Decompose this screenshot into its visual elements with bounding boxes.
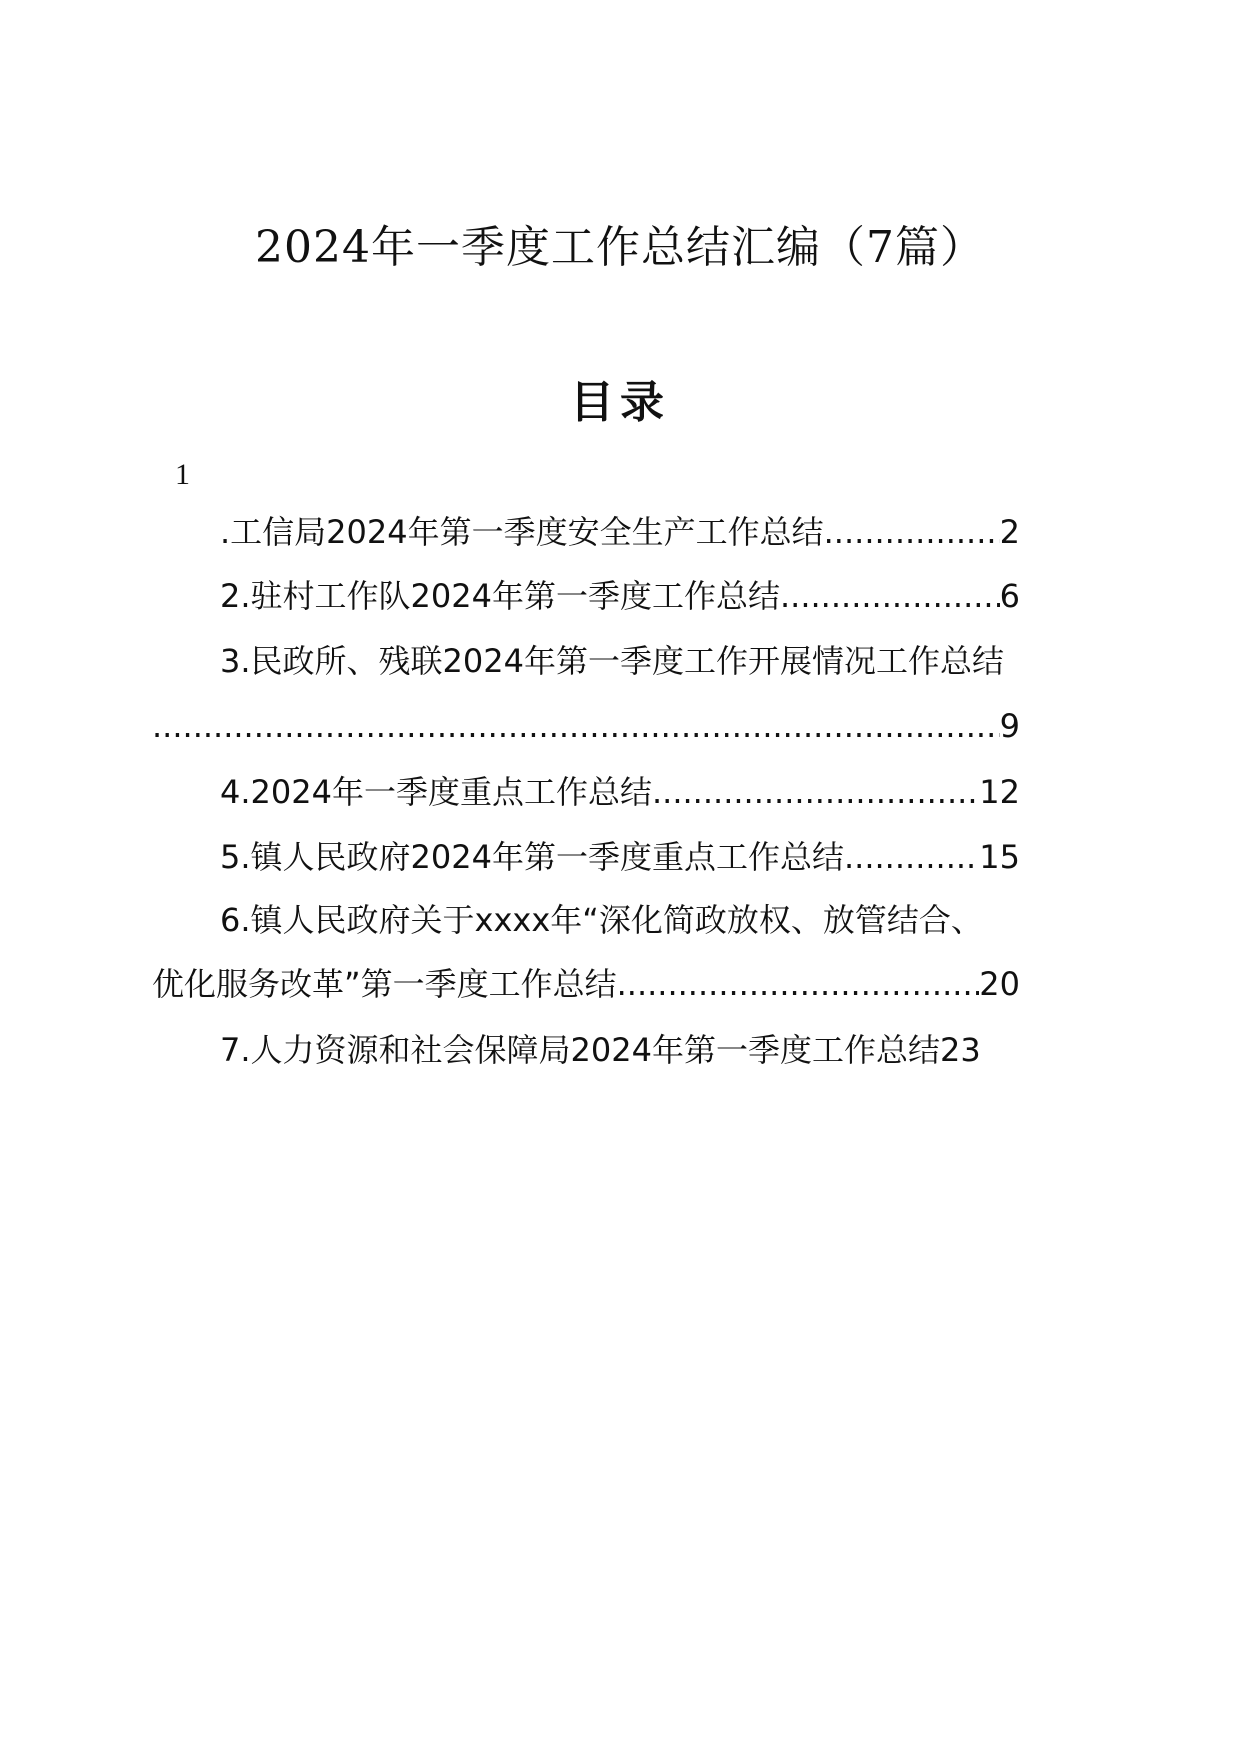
- toc-entry-7[interactable]: [220, 1028, 981, 1072]
- toc-leader-dots: [617, 962, 980, 1006]
- toc-leader-dots: [780, 574, 1000, 618]
- toc-entry-text: 优化服务改革”第一季度工作总结: [152, 965, 617, 1003]
- stray-number: 1: [175, 458, 190, 491]
- toc-entry-text: 2.驻村工作队2024年第一季度工作总结: [220, 577, 780, 615]
- toc-entry-page: 12: [979, 773, 1020, 811]
- toc-entry-5[interactable]: [220, 835, 1020, 879]
- toc-entry-text: 5.镇人民政府2024年第一季度重点工作总结: [220, 838, 844, 876]
- toc-leader-dots: [844, 835, 979, 879]
- toc-entry-text: 3.民政所、残联2024年第一季度工作开展情况工作总结: [220, 642, 1004, 680]
- toc-entry-page: 20: [979, 965, 1020, 1003]
- toc-entry-continuation: [152, 962, 1020, 1006]
- document-title: 2024年一季度工作总结汇编（7篇）: [255, 222, 985, 273]
- toc-entry-1[interactable]: [220, 510, 1020, 554]
- toc-entry-text: 4.2024年一季度重点工作总结: [220, 773, 652, 811]
- toc-leader-dots: [152, 704, 1000, 748]
- toc-entry-text: .工信局2024年第一季度安全生产工作总结: [220, 513, 824, 551]
- toc-heading: 目录: [570, 377, 670, 428]
- toc-entry-page: 2: [999, 513, 1020, 551]
- toc-entry-page: 9: [999, 707, 1020, 745]
- toc-leader-dots: [824, 510, 1000, 554]
- toc-entry-text: 6.镇人民政府关于xxxx年“深化简政放权、放管结合、: [220, 901, 983, 939]
- toc-entry-page: 23: [939, 1031, 981, 1069]
- toc-entry-2[interactable]: [220, 574, 1020, 618]
- toc-entry-page: 6: [999, 577, 1020, 615]
- toc-leader-dots: [652, 770, 979, 814]
- toc-entry-text: 7.人力资源和社会保障局2024年第一季度工作总结: [220, 1031, 940, 1069]
- toc-entry-page: 15: [979, 838, 1020, 876]
- toc-entry-4[interactable]: [220, 770, 1020, 814]
- toc-entry-continuation: [152, 704, 1020, 748]
